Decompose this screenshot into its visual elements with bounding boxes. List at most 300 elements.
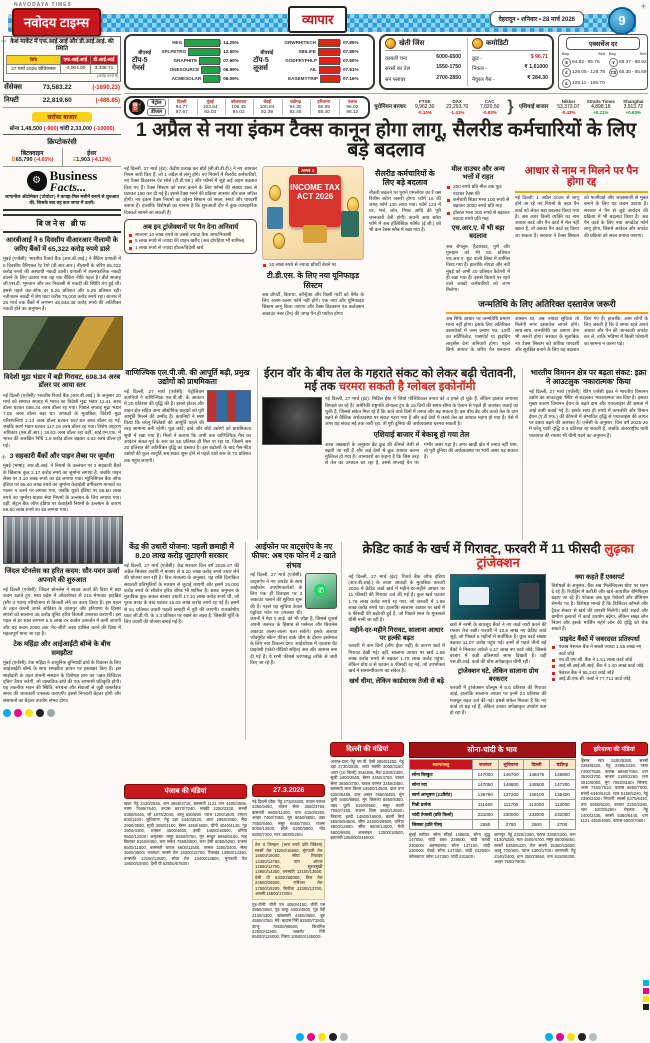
- gainer-name: GRAPHITE: [173, 58, 198, 63]
- yellow-square: [643, 996, 649, 1002]
- aadhaar-headline: आधार से नाम न मिलने पर पैन होगा रद्द: [515, 166, 648, 193]
- bank-bullet: आई.सी.आई.सी.आई. बैंक ने 1.40 लाख कार्ड जोड़े: [558, 663, 648, 669]
- phone-photo: [305, 573, 337, 609]
- money-gold-photo: [3, 316, 123, 370]
- credit-col-1: [348, 574, 445, 717]
- business-brief-header: बिजनेस ब्रीफ: [3, 214, 121, 233]
- diesel-price: 86.12: [346, 110, 359, 115]
- sensex-change: (-1690.23): [92, 85, 120, 92]
- credit-col-3: [551, 574, 648, 717]
- article-body: मुंबई (भाषा): आर.बी.आई. ने नियमों के उल्लंघन पर 3 सहकारी बैंकों के खिलाफ कुल 2.17 करोड़ रुपये का जुर्माना लगाया है, जबकि पाइन लैब्स पर 3.10 लाख रुपये का दंड लगाया गया। म्युनिसिपल बैंक ऑफ इंडिया पर 95.40 लाख रुपये का जुर्माना केवाईसी वर्गीकरण मानकों का पालन न करने पर लगाया गया, जबकि यूको इंडिया पर 58.50 लाख रुपये का जुर्माना ग्राहक सेवा नियमों के उल्लंघन के लिए लगाया गया। वहीं, सेंट्रल बैंक ऑफ इंडिया पर केवाईसी नियमों के उल्लंघन के कारण 69.60 लाख रुपये का दंड लगाया गया।: [3, 463, 121, 512]
- loser-value: 07.85%: [340, 49, 369, 54]
- crop-mark: +: [1, 452, 7, 462]
- delhi-mandi: [330, 742, 403, 1038]
- aadhaar-pan-col: [515, 166, 648, 294]
- figure-graphic: [341, 211, 359, 237]
- left-sidebar: [3, 36, 121, 717]
- ether-icon: Ξ: [72, 156, 77, 163]
- headline-black: ईरान वॉर के बीच तेल के गहराते संकट को लेकर बढ़ी चेतावनी, मई तक: [263, 368, 516, 394]
- petrol-price: 94.77: [175, 105, 188, 110]
- credit-card-article: [348, 542, 648, 740]
- index-value: 53,373.07: [557, 104, 580, 110]
- market-nikkei: [554, 99, 583, 115]
- tds-subhead: टी.डी.एस. के लिए नया यूनिफाइड सिस्टम: [266, 271, 360, 290]
- petrol-price: 95.95: [317, 105, 330, 110]
- loser-bar: [320, 75, 340, 83]
- cell: 2550: [472, 820, 498, 830]
- nifty-change: (-486.85): [95, 98, 120, 105]
- index-change: -1.41%: [450, 110, 465, 115]
- salaried-subhead: सैलरीड कर्मचारियों के लिए बड़े बदलाव: [375, 168, 435, 188]
- black-dot: [36, 709, 44, 717]
- diesel-price: 82.45: [289, 110, 302, 115]
- nifty-row: [3, 95, 121, 108]
- cyan-dot: [545, 1033, 553, 1041]
- gainer-name: SPLPETRO: [161, 49, 187, 54]
- bullion-title: सर्राफा बाजार: [32, 112, 92, 122]
- credit-sub2-title: खर्च धीमा, लेकिन कार्डधारक तेजी से बढ़े: [349, 677, 445, 685]
- page-number: 9: [608, 7, 636, 35]
- facts-title2: Facts...: [49, 179, 86, 194]
- iran-headline: [262, 368, 518, 394]
- hra-body: अब बेंगलुरु, हैदराबाद, पुणे और गुरुग्राम को भी 50 प्रतिशत एच.आर.ए. छूट वाली लिस्ट में शामिल किया गया है। हालांकि नोएडा और नवी मुंबई को अभी 40 प्रतिशत कैटेगरी में ही रखा गया है। इससे किराये पर रहने वाले लाखों कर्मचारियों को लाभ मिलेगा।: [446, 243, 510, 293]
- haryana-mandi-text: हिसार: ग्वार 5180/5260, सरसों 6355/6420, गेहूं 2395/2430, नरमा 7490/7630, कपास 6890/7050, धान 3590/3700, बाजरा 2180/2260, चना 5910/6060, मूंग 7850/8150। सिरसा: नरमा 7450/7610, कपास 6850/7000, सरसों 6340/6410, ग्वार 5150/5240, गेहूं 2390/2420। भिवानी: सरसों 6370/6430, चना 5950/6100, बाजरा 2200/2280, ग्वार 5200/5280। रोहतक: गेहूं 2400/2435, सरसों 6380/6440, धान 1121 4450/4600, कपास 6900/7080।: [580, 758, 649, 823]
- lead-col-2: [262, 166, 364, 353]
- euro-icon: €: [562, 68, 571, 77]
- gainers-list: [161, 38, 249, 86]
- gainer-bar: [188, 48, 220, 56]
- article-body: मुंबई (एजेंसी): टेक महिंद्रा ने आधुनिक बुनियादी ढांचे के विकास के लिए आईआईटी बॉम्बे के साथ समझौता ज्ञापन पर हस्ताक्षर किए हैं। इस साझेदारी के तहत कंपनी संस्थान के विशेषज्ञ ज्ञान का 'उन्नत डिजिटल ट्विन' तैयार करेगी, जो वास्तविक ढांचे की एक आभासी प्रतिकृति होगी। यह तकनीक भवन की स्थिति, संरचना और सेवाओं से जुड़ी वास्तविक समय की जानकारी उपलब्ध कराएगी। इससे निगरानी बेहतर होगी और संसाधनों का बेहतर उपयोग संभव होगा।: [3, 660, 121, 703]
- agri-item: काबली चना: [384, 55, 408, 62]
- article-headline: विदेशी मुद्रा भंडार में बड़ी गिरावट, 698.34 अरब डॉलर पर आया स्तर: [3, 373, 121, 390]
- gainer-value: 07.60%: [220, 58, 249, 63]
- iran-sub-body: अरब अखबारों के अनुसार ब्रेंट क्रूड की कीमतें तेजी से बढ़ती जा रही हैं और कई देशों में क्रूड आयात करना मुश्किल हो गया है। जानकारों का कहना है कि जिस तरह से तेल का उत्पादन घट रहा है, उससे सप्लाई चेन पर गंभीर असर पड़ा है। अगर खाड़ी क्षेत्र में तनाव नहीं थमा, तो पूरी दुनिया की अर्थव्यवस्था पर भारी असर पड़ सकता है।: [324, 441, 518, 466]
- fuel-and-world-markets: [124, 93, 648, 119]
- buy-value: 68.37: [618, 59, 631, 65]
- loser-name: GODFRYPHLP: [285, 58, 317, 63]
- lpg-article: [124, 368, 251, 540]
- facts-title1: Business: [49, 167, 98, 183]
- sensex-row: [3, 82, 121, 95]
- cell: 113000: [549, 800, 575, 810]
- loser-value: 07.16%: [340, 76, 369, 81]
- market-ftse: [410, 99, 439, 115]
- meal-bullet: 200 रुपये प्रति मील तक फूड वाउचर टैक्स फ्री: [453, 184, 510, 197]
- gainer-value: 14.25%: [220, 40, 249, 45]
- magenta-dot: [307, 1033, 315, 1041]
- cell: 146800: [549, 770, 575, 780]
- cell: 147050: [472, 780, 498, 790]
- market-shanghai: [619, 99, 648, 115]
- date-mandi: [252, 784, 325, 1038]
- masthead: [0, 10, 650, 36]
- date-text-2: गुड़-चीनी: चीनी एम 4050/4150, चीनी एस 3950/4050, गुड़ चाकू 4300/4500, गुड़ पेड़ी 4100/4300, खांडसारी 4450/4650, बूरा 4550/4750। मेवे: बादाम गिरी 62500/72500, काजू 78500/98500, किशमिश 22500/42500, अखरोट गिरी 95000/125000, पिस्ता 105000/145000।: [252, 901, 326, 940]
- sell-value: 126.78: [590, 70, 605, 75]
- col-item: स्थान/वस्तु: [409, 760, 472, 770]
- fuel-price-box: [124, 96, 370, 119]
- iran-oil-article: [257, 368, 523, 540]
- pos-machine-graphic: [519, 583, 539, 609]
- index-name: Nikkei: [561, 99, 575, 104]
- meal-bullet: कर्मचारी शिक्षा भत्ता 100 रुपये से बढ़ाकर 3000 रुपये प्रति माह: [453, 196, 510, 209]
- market-data-strip: [124, 34, 648, 119]
- article-headline: टेक महिंद्रा और आईआईटी बॉम्बे के बीच समझौता: [13, 641, 111, 657]
- salaried-body: नौकरी बदलने पर पुराने एम्प्लॉयर का टै क्स रिजीम ब्योरा जरूरी होगा। फॉर्म 16 की जगह फॉर्म 130 लाया गया। फॉर्म 123 में घर, भत्ते, लोन, गिफ्ट आदि की पूरी जानकारी देनी होगी। कंपनी आय ब्योरा फॉर्म में अब हॉलिस्टिक फॉर्मेट (ई.जी.) को भी कम टैक्स स्लैब में रखा गया है।: [369, 189, 441, 233]
- gainer-name: HEG: [172, 40, 183, 45]
- sidebar-article-fines: [3, 453, 121, 513]
- yellow-dot: [318, 1033, 326, 1041]
- agri-value: 2700-2850: [436, 74, 461, 81]
- brace-glyph: }: [507, 98, 514, 115]
- buy-value: 126.05: [572, 70, 587, 75]
- yellow-dot: [25, 709, 33, 717]
- iran-subhead: एशियाई बाजार में बेकाबू हो गया तेल: [373, 429, 470, 439]
- loser-bar: [319, 57, 340, 65]
- loser-value: 07.85%: [340, 40, 369, 45]
- dateline: देहरादून • शनिवार • 28 मार्च 2026: [490, 11, 584, 27]
- oil-nozzle-photo: [262, 397, 322, 445]
- gold-change: (-900): [43, 125, 59, 132]
- gainer-bar: [184, 39, 220, 47]
- coin-change: (-4.65%): [34, 156, 54, 163]
- income-tax-card: INCOME TAX ACT 2026: [289, 175, 341, 227]
- index-value: 22,293.70: [446, 104, 469, 110]
- paper-name-english: NAVODAYA TIMES: [14, 2, 72, 8]
- gold-silver-block: [409, 742, 576, 1038]
- petrol-price: 100.84: [259, 105, 275, 110]
- bank-bullet: फेडरल बैंक ने 95,243 कार्ड जोड़े: [558, 670, 648, 676]
- exchange-col-1: Buy Sell $ 94.82 - 95.75 € 126.05 - 126.78 £ 109.11 - 109.70: [562, 52, 605, 86]
- gainer-name: ONESOURCE: [169, 67, 200, 72]
- gray-dot: [340, 1033, 348, 1041]
- section-title: व्यापार: [288, 6, 347, 33]
- index-name: DAX: [452, 99, 462, 104]
- crop-mark: +: [1, 36, 7, 46]
- table-row: [409, 810, 575, 820]
- credit-sub3-body: फरवरी में ट्रांजेक्शन वॉल्यूम में 8.6 प्रतिशत की गिरावट आई, हालांकि सालाना आधार पर इनमें 24 प्रतिशत की मजबूत बढ़त दर्ज की गई। इससे संकेत मिलता है कि नए कार्ड तो बढ़ रहे हैं, लेकिन उनका अपेक्षाकृत उपयोग कम हो रहा है।: [449, 685, 547, 716]
- loser-bar: [318, 48, 340, 56]
- magenta-square: [643, 988, 649, 994]
- cyan-dot: [3, 709, 11, 717]
- fii-note: (करोड़ रुपये में): [96, 73, 118, 78]
- cell: 148500: [524, 780, 550, 790]
- gainer-value: 06.99%: [220, 67, 249, 72]
- commodity-value: ₹ 284.30: [527, 74, 549, 81]
- coin-value: 1,903: [76, 156, 91, 163]
- cad-icon: C$: [610, 70, 617, 75]
- lpg-cylinders-photo: [207, 390, 251, 422]
- article-body: मुंबई (एजेंसी): भारतीय रिजर्व बैंक (आर.बी.आई.) ने बैंकिंग प्रणाली में 6 दिवसीय वैरिएबल रेट रेपो (वी.आर.आर.) नीलामी के जरिए 65,322 करोड़ रुपये की अस्थायी नकदी डाली। प्रणाली में अल्पकालिक नकदी डालने के लिए उठाया गया यह एक बैंकिंग नीति पहल है। बीते सप्ताह जी.एस.टी. भुगतान और कर निकासी से नकदी की स्थिति तंग हुई थी। इससे पहले कट-ऑफ दर 5.26 प्रतिशत और 5.29 प्रतिशत रही। नतीजतन नकदी में शेष घाटा करीब 75,000 करोड़ रुपये रहा। बाजार में 26 मार्च तक बैंकों में लगभग 48,648.38 करोड़ रुपये की अतिरिक्त नकदी होने का अनुमान है।: [3, 256, 121, 312]
- index-name: Straits Times: [586, 99, 615, 104]
- col-city: लुधियाना: [498, 760, 524, 770]
- index-name: Shanghai: [623, 99, 644, 104]
- losers-list: [284, 38, 369, 86]
- sell-label: Sell: [639, 52, 647, 56]
- commodity-item: नैचुरल गैस -: [472, 76, 495, 83]
- cell: 146800: [498, 780, 524, 790]
- cmyk-dots-bottom-left: [296, 1033, 348, 1041]
- magenta-dot: [14, 709, 22, 717]
- europe-markets-label: यूरोपियन बाजार: [374, 103, 406, 110]
- silver-value: 2,33,000: [70, 125, 93, 132]
- credit-sub3-title: ट्रांजेक्शन घटे, लेकिन सालाना ग्रोथ बरकरार: [457, 668, 539, 684]
- calendar-chip: APR 1: [297, 166, 318, 175]
- index-change: +0.21%: [593, 110, 609, 115]
- city-name: पंजाब: [347, 99, 357, 104]
- dob-headline: जन्मतिथि के लिए अतिरिक्त दस्तावेज जरूरी: [446, 298, 648, 314]
- gainer-value: 12.50%: [220, 49, 249, 54]
- fuel-city: [339, 99, 365, 115]
- pan-mandatory-box: [124, 219, 257, 254]
- credit-sub1-body: फरवरी में कम दिनों (लीप ईयर नहीं) के कारण खर्च में गिरावट देखी गई। वहीं, सालाना आधार पर खर्च 1.68 लाख करोड़ रुपये से बढ़कर 1.78 लाख करोड़ पहुंचा, लेकिन ग्रोथ 8 से घटकर 6 फीसदी रह गई, जो उपभोक्ता खर्च में सामान्यीकरण का संकेत है।: [348, 643, 445, 674]
- agri-column: [385, 38, 461, 86]
- sensex-value: 73,583.22: [42, 84, 72, 92]
- exchange-title: एक्सचेंज दर: [566, 37, 640, 50]
- credit-headline: [348, 542, 648, 571]
- commodity-title: कमोडिटी: [486, 40, 509, 47]
- borrowing-headline: केंद्र की उधारी योजना: पहली छमाही में 8.20 लाख करोड़ जुटाएगी सरकार: [129, 542, 234, 561]
- whatsapp-icon: ✆: [314, 584, 327, 597]
- iran-text: नई दिल्ली, 27 मार्च (इंट): मिडिल ईस्ट में जियो पॉलिटिकल तनाव को 4 हफ्ते हो चुके हैं, लेकिन हालात लगातार बिगड़ते जा रहे हैं। अमेरिकी राष्ट्रपति डोनाल्ड ट्रंप के 15 दिनों की समय सीमा के ऐलान से पहले ही आशंका जताई जा चुकी है, जिससे संकेत मिल रहे हैं कि आने वाले दिनों में तनाव और बढ़ सकता है। इस बीच ब्रेंट और कच्चे तेल के दाम बढ़ने से वैश्विक अर्थव्यवस्था पर संकट गहरा गया है और कई देशों में कच्चे तेल का आयात महंगा हो गया है। ऐसे में अगर यह संकट मई तक जारी रहा, तो पूरी दुनिया की अर्थव्यवस्था चरमरा सकती है।: [324, 396, 518, 427]
- fuel-labels: [147, 99, 166, 116]
- sell-value: 109.70: [589, 80, 605, 86]
- fuel-city: [225, 99, 251, 115]
- loser-name: EASEMYTRIP: [288, 76, 318, 81]
- cell: 111460: [472, 800, 498, 810]
- whatsapp-text: नई दिल्ली, 27 मार्च (एजेंसी): वाट्सऐप ने नए अपडेट के साथ आईफोन उपयोगकर्ताओं के लिए एक ही डिवाइस पर 2 अकाउंट चलाने की सुविधा शुरू की है। पहले यह सुविधा केवल एंड्रॉयड फोन पर उपलब्ध थी। कंपनी ने मेटा ए.आई. को भी जोड़ा है, जिससे यूजर्स अपनी जरूरत के हिसाब से पर्सनल और बिजनेस अकाउंट अलग-अलग चला सकेंगे। इसके अलावा 'डॉक्यूमेंट स्कैन' फीचर डार्क थीम के दौरान इस्तेमाल के लिए नया विकल्प देगा। आईओएस में एडवांस चैट प्राइवेसी (फोटो-वीडियो सहित) अब और आसान बना दी गई है। ये सभी फीचर्स चरणबद्ध तरीके से जारी किए जा रहे हैं।: [250, 572, 338, 665]
- date-text-1: नई दिल्ली थोक: गेहूं 2730/2830, चावल परमल 3350/3450, चावल सेला 3650/3750, बासमती 9600/11400, चना 6150/6350, अरहर 7450/7850, मूंग 8650/9850, उड़द 7850/8450, मसूर 6650/7050, राजमां 9000/12500, छोले 8200/9600, मोठ 6800/7200, मटर 4600/5200।: [252, 799, 326, 837]
- exchange-rate-box: [558, 34, 648, 90]
- buy-label: Buy: [562, 52, 570, 56]
- whatsapp-headline: आईफोन पर वाट्सऐप के नए फीचर: अब एक फोन में 2 खाते संभव: [251, 542, 336, 570]
- house-graphic: [303, 225, 327, 243]
- col-city: जालंधर: [472, 760, 498, 770]
- haryana-mandi-header: हरियाणा की मंडियां: [581, 742, 648, 756]
- lpg-body: [124, 389, 251, 464]
- cell: 137200: [498, 790, 524, 800]
- city-name: कोलकाता: [230, 99, 247, 104]
- row-label: स्वर्ण आभूषण (22कैरेट): [409, 790, 472, 800]
- index-value: 4,898.18: [591, 104, 611, 110]
- agri-item: सरसों का तेल: [384, 66, 411, 72]
- col-city: दिल्ली: [524, 760, 550, 770]
- lead-right-block: [446, 166, 648, 353]
- exchange-name: बीएसई: [138, 50, 152, 57]
- crypto-row: [3, 148, 121, 167]
- exchange-name: बीएसई: [260, 50, 274, 57]
- silver-label: चांदी: [59, 125, 70, 132]
- coin-icon: [472, 38, 483, 49]
- sidebar-article-jindal: [3, 568, 121, 637]
- crypto-title: क्रिप्टोकरंसी: [47, 138, 77, 146]
- market-cac: [475, 99, 504, 115]
- cmyk-dots: [3, 709, 121, 717]
- market-dax: [442, 99, 471, 115]
- cell: 147200: [549, 780, 575, 790]
- diesel-price: 87.67: [175, 110, 188, 115]
- fuel-pump-icon: ⛽: [129, 99, 145, 115]
- fuel-city: [282, 99, 308, 115]
- loser-value: 07.51%: [340, 67, 369, 72]
- table-row: [409, 770, 575, 780]
- coin-name: बिटक्वाइन: [21, 150, 44, 157]
- cell: 146700: [498, 770, 524, 780]
- gainer-name: ACMESOLAR: [171, 76, 202, 81]
- gainer-bar: [201, 66, 220, 74]
- lead-col-3: [369, 166, 441, 353]
- diesel-price: 92.39: [261, 110, 274, 115]
- magenta-dot: [556, 1033, 564, 1041]
- credit-col-2: [450, 574, 547, 717]
- mandi-band: [124, 742, 648, 1038]
- cell: 233000: [524, 810, 550, 820]
- index-value: 3,913.72: [623, 104, 644, 110]
- lead-story: [124, 120, 648, 353]
- credit-sub4-title: क्या कहते हैं एक्सपर्ट: [575, 573, 625, 581]
- sell-value: 65.69: [634, 70, 647, 75]
- fuel-city: [253, 99, 279, 115]
- sell-value: 95.75: [587, 59, 600, 65]
- loser-bar: [318, 39, 340, 47]
- index-name: CAC: [484, 99, 495, 104]
- buy-label: Buy: [608, 52, 617, 56]
- diesel-price: 94.02: [232, 110, 245, 115]
- gold-value: 1,48,500: [20, 125, 43, 132]
- cell: 2780: [498, 820, 524, 830]
- yen-icon: ¥: [609, 58, 618, 67]
- buy-value: 65.30: [618, 70, 631, 75]
- cell: 148475: [524, 770, 550, 780]
- gold-silver-header: सोना-चांदी के भाव: [409, 742, 576, 758]
- hra-title: एच.आर.ए. में भी बड़ा बदलाव: [451, 225, 505, 241]
- losers-label: [251, 38, 282, 86]
- gainers-losers-box: [124, 34, 375, 90]
- fii-dii-box: [3, 36, 121, 82]
- loser-name: GRWRHITECH: [284, 40, 316, 45]
- gainer-bar: [199, 57, 220, 65]
- loser-bar: [319, 66, 340, 74]
- sell-label: Sell: [598, 52, 605, 56]
- market-straits: [586, 99, 615, 115]
- cell: 111700: [498, 800, 524, 810]
- fuel-city: [310, 99, 336, 115]
- commodity-column: [467, 38, 548, 86]
- cell: 2700: [549, 820, 575, 830]
- losers-title: टॉप-5 लूजर्स: [253, 56, 269, 72]
- bullion-line: [3, 124, 121, 135]
- wheat-icon: [385, 38, 396, 49]
- commodity-item: निकल -: [472, 66, 487, 72]
- cyan-dot: [296, 1033, 304, 1041]
- lpg-headline: वाणिज्यिक एल.पी.जी. की आपूर्ति बढ़ी, प्रमुख उद्योगों को प्राथमिकता: [125, 368, 250, 387]
- commodity-item: क्रूड -: [472, 55, 482, 62]
- credit-sub2-body: खर्च में नरमी के बावजूद बैंकों ने नए कार्ड जारी करने की रफ्तार तेज रखी। फरवरी में 10.5 लाख नए क्रेडिट कार्ड जुड़े, जो पिछले 6 महीनों में सर्वाधिक है। कुल कार्ड संख्या बढ़कर 11.07 करोड़ पहुंच गई। इनमें से पहले तीनों बड़े बैंकों ने मिलकर अकेले 4.47 लाख नए कार्ड जोड़े, जिससे बाजार में कड़ी प्रतिस्पर्धा साफ दिखती है। वहीं एस.बी.आई. कार्ड की ग्रोथ अपेक्षाकृत धीमी रही।: [449, 621, 547, 665]
- crypto-ether: [62, 148, 122, 166]
- cell-date: 27 मार्च 2026 प्रोविजनल: [7, 64, 61, 73]
- dob-body: अब सिर्फ आधार पर जन्मतिथि प्रमाण मान्य नहीं होगा। इसके लिए अतिरिक्त दस्तावेजों में जन्म प्रमाण पत्र, 10वीं का सर्टिफिकेट, पासपोर्ट या ड्राइविंग लाइसेंस देना अनिवार्य होगा। पहले सिर्फ आधार के जरिए पैन बनवाना आसान था, अब ज्यादा सुविधा तो मिलेगी मगर दस्तावेज लगाने होंगे। साथ-साथ जन्मतिथि का प्रमाण देना भी जरूरी होगा। सरकार के मुताबिक नए टैक्स सिस्टम को अधिक पारदर्शी और सुरक्षित बनाने के लिए यह बदलाव किए गए हैं। हालांकि, आम लोगों के लिए जरूरी है कि वे समय रहते अपने आधार और पैन की जानकारी अपडेट कर लें, ताकि भविष्य में किसी परेशानी का सामना न करना पड़े।: [446, 315, 648, 352]
- nifty-label: निफ्टी: [4, 97, 19, 105]
- up-mandi-rates: कानपुर: गेहूं 2320/2360, चावल 3300/4200, चना 6100/6250, मटर 4500/4700, मसूर 6600/6850, सरसों 6350/6420, तेल सरसों 15350/15600, आलू 700/900, प्याज 1300/1700। वाराणसी: गेहूं 2340/2400, धान 3500/3650, चना 6150/6300, अरहर 7500/7900।: [494, 832, 576, 865]
- black-dot: [329, 1033, 337, 1041]
- gray-dot: [47, 709, 55, 717]
- aadhaar-body: नई दिल्ली: 1 अप्रैल 2026 से लागू होने जा रहे नए नियमों के तहत पैन कार्ड को लेकर बड़ा बदलाव किया गया है। अब अगर किसी व्यक्ति का नाम आधार कार्ड और पैन कार्ड में मेल नहीं खाता है, तो उसका पैन कार्ड रद्द किया जा सकता है। सरकार ने टैक्स सिस्टम को फर्जीवाड़े और जालसाजी से मुक्त बनाने के लिए यह कदम उठाया है। सरकार ने पैन से जुड़े आवेदन की प्रक्रिया में भी बदलाव किया है। अब पैन कार्ड के लिए नया अपडेटेड फॉर्म लागू होगा, जिसमें आवेदन और अपडेट की प्रक्रिया को सरल बनाया जाएगा।: [515, 195, 648, 238]
- asia-markets-label: एशियाई बाजार: [518, 103, 549, 110]
- lower-band: [124, 542, 648, 740]
- crypto-bitcoin: [3, 148, 62, 166]
- steel-coils-photo: [3, 516, 123, 564]
- cell: 112000: [524, 800, 550, 810]
- headline-red: चरमरा सकती है ग्लोबल इकोनॉमी: [338, 381, 476, 394]
- loser-name: SBILIFE: [298, 49, 316, 54]
- punjab-mandi: [124, 784, 247, 1038]
- cell: 147000: [472, 770, 498, 780]
- iran-body: [262, 396, 518, 427]
- paper-nameplate: नवोदय टाइम्स: [12, 8, 101, 37]
- coin-graphic: [273, 233, 285, 249]
- yellow-dot: [567, 1033, 575, 1041]
- fii-dii-table: [6, 55, 118, 74]
- meal-bullet: हॉस्टल भत्ता 300 रुपये से बढ़ाकर 9000 रुपये प्रति माह: [453, 209, 510, 221]
- commodity-value: ₹ 1,61000: [524, 64, 549, 70]
- meal-title: मील वाउचर और अन्य भत्तों में राहत: [451, 165, 505, 182]
- petrol-price: 96.02: [346, 105, 359, 110]
- petrol-price: 105.45: [231, 105, 246, 110]
- gainer-value: 06.09%: [220, 76, 249, 81]
- index-change: -0.10%: [417, 110, 432, 115]
- diesel-price: 88.40: [317, 110, 330, 115]
- fii-dii-title: कैश मार्केट में एफ.आई.आई और डी.आई.आई. की स्थिति: [10, 39, 114, 52]
- article-headline: जिंदल स्टेनलेस का हरित कदम: सौर-पवन ऊर्जा अपनाने की शुरुआत: [4, 568, 120, 584]
- sensex-label: सेंसेक्स: [4, 84, 22, 92]
- icra-article: [529, 368, 648, 540]
- index-change: -0.43%: [561, 110, 576, 115]
- gainers-label: [130, 38, 159, 86]
- gainer-bar: [203, 75, 220, 83]
- cell: 231000: [472, 810, 498, 820]
- cell-fii: -4,004.00: [60, 64, 90, 73]
- black-dot: [578, 1033, 586, 1041]
- loser-name: AIL: [309, 67, 317, 72]
- gray-dot: [589, 1033, 597, 1041]
- headline-red: लुढ़का ट्रांजेक्शन: [476, 541, 634, 571]
- cmyk-dots-bottom-right: [545, 1033, 597, 1041]
- delhi-mandi-text: अनाज-दाल: गेहूं एम.पी. देसी 2850/3250, गेहूं दड़ा 2730/2830, आटा चक्की 3050/3150, आटा (10 किलो) 355/395, मैदा 2300/2400, सूजी 2400/2500, बेसन 4450/4750, चावल सेला 3650/3750, चावल परमल 3350/3450, बासमती लाल किला 13500/14500, दाल चना 6250/6450, दाल अरहर 7650/8450, मूंग धुली 9450/9950, मूंग छिलका 8950/9350, उड़द धुली 9150/9550, मसूर काली 7050/7450, राजमां चित्रा 9500/12500। किराना: हल्दी 14800/16800, काली मिर्च 58500/64500, जीरा 24500/28500, धनिया 9800/12800, सौंफ 9500/14500, मेथी 5800/6800, अजवाइन 12500/18500, इलायची 185000/245000।: [330, 759, 404, 841]
- article-headline: 3 सहकारी बैंकों और पाइन लैब्स पर जुर्माना: [9, 452, 115, 460]
- petrol-price: 103.54: [202, 105, 218, 110]
- bitcoin-icon: ₿: [11, 156, 16, 163]
- sidebar-article-forex: [3, 374, 121, 449]
- haryana-mandi: [581, 742, 648, 1038]
- income-tax-illustration: [262, 166, 364, 260]
- card-graphic: [459, 587, 489, 605]
- sell-value: 68.92: [634, 59, 647, 65]
- lead-body: नई दिल्ली, 27 मार्च (इंट): केंद्रीय प्रत्यक्ष कर बोर्ड (सी.बी.डी.टी.) ने नए आयकर नियम जारी किए हैं, जो 1 अप्रैल से लागू होंगे। नए नियमों में सैलरीड कर्मचारियों, नए टैक्स डिडक्शन ऐट सोर्स (टी.डी.एस.) और फॉर्म्स में जुड़े कई अहम बदलाव किए गए हैं। टैक्स सिस्टम को सरल बनाने के लिए फॉर्म्स की संख्या 399 से घटाकर 190 कर दी गई है। इससे टैक्स भरने की प्रक्रिया आसान और कम जटिल होगी। नए इंकम टैक्स नियमों का उद्देश्य सिस्टम को सरल, स्मार्ट और पारदर्शी बनाना है। हालांकि विशेषज्ञों का मानना है कि शुरुआती दौर में कुछ व्यावहारिक दिक्कतें सामने आ सकती हैं।: [124, 165, 257, 215]
- petrol-label: पेट्रोल: [147, 99, 166, 107]
- buy-value: 94.82: [572, 59, 585, 65]
- silver-change: (-10000): [93, 125, 115, 132]
- lead-col-1: [124, 166, 257, 353]
- whatsapp-article: [245, 542, 342, 740]
- crop-mark: +: [640, 1, 646, 11]
- gainers-title: टॉप-5 गेनर्स: [132, 56, 148, 72]
- credit-card-photo: [450, 574, 547, 620]
- facts-text: जापानीज ऑटोमेकर ('टोयोटा') ने कपड़ा-मिल मशीनें बनाने से शुरुआत की, जिसके बाद वह कार जगत में उतरी।: [5, 194, 119, 206]
- cell: 138100: [524, 790, 550, 800]
- table-row: [409, 780, 575, 790]
- row-label: चांदी तेजाबी (प्रति किलो): [409, 810, 472, 820]
- punjab-mandi-text: खन्ना: गेहूं 2430/2545, धान 3655/3715, बासमती 1121 धान 4400/4585, नरमा 7595/7640, कपास 6870/7040, मक्की 2250/2330, सरसों 6380/6445, जौ 1975/2040, आलू 650/890, प्याज 1200/1600, टमाटर 800/1100। लुधियाना: गेहूं दड़ा 2440/2520, आटा 2950/3050, मैदा 2980/3080, सूजी 3050/3150, बेसन 4350/4600, चीनी 4040/4140, गुड़ 3900/4400, शक्कर 4500/4800, हल्दी 14500/16500, धनिया 9500/12500। अमृतसर: मसूर 6550/6750, मूंग साबुत 8650/9150, माह छिलका 9150/9450, चना सफेद 7850/8600, चना देसी 6050/6250, राजमां 8500/11500, बासमती चावल 9800/11500, परमल 3250/3400, सेला 3600/3800। जालंधर: सरसों तेल 15300/15700, रिफाइंड 13950/14350, वनस्पति 13150/13600, सोया तेल 13400/13800, मूंगफली तेल 18600/19400, देसी घी 62500/67500।: [124, 801, 248, 866]
- table-row: [409, 820, 575, 830]
